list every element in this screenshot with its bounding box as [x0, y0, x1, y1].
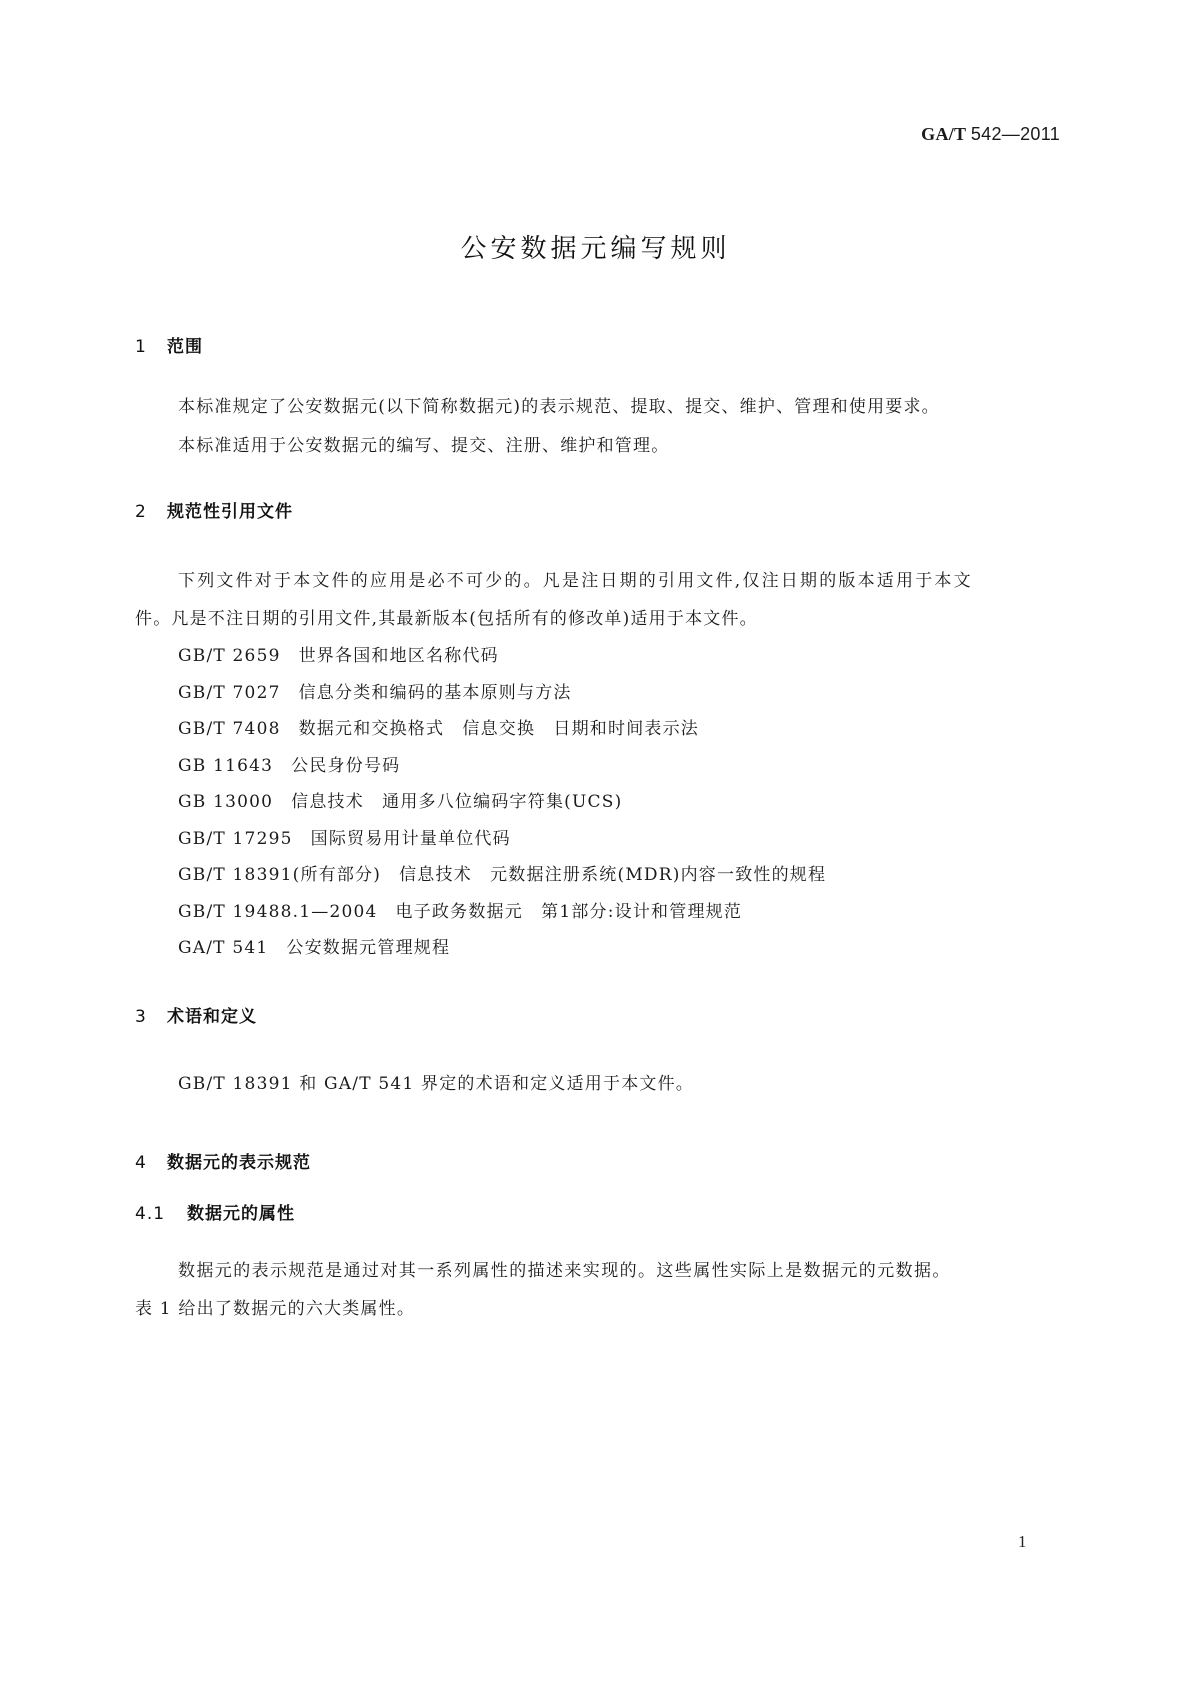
reference-code: GB/T 7408 [178, 719, 281, 739]
reference-title: 公民身份号码 [291, 756, 401, 776]
section-title: 规范性引用文件 [167, 502, 293, 522]
reference-title: 国际贸易用计量单位代码 [310, 829, 511, 849]
paragraph: 表 1 给出了数据元的六大类属性。 [135, 1299, 416, 1319]
reference-title: 数据元和交换格式 信息交换 日期和时间表示法 [298, 719, 700, 739]
reference-code: GB/T 17295 [178, 829, 293, 849]
section-number: 2 [135, 502, 147, 522]
section-heading-4-1 [135, 1199, 295, 1224]
reference-item [178, 787, 622, 812]
section-title: 数据元的属性 [187, 1204, 295, 1224]
reference-title: 世界各国和地区名称代码 [298, 646, 499, 666]
section-number: 4.1 [135, 1204, 166, 1224]
document-title: 公安数据元编写规则 [460, 234, 731, 264]
section-number: 4 [135, 1153, 147, 1173]
reference-title: 信息技术 通用多八位编码字符集(UCS) [291, 792, 623, 812]
reference-code: GB/T 2659 [178, 646, 281, 666]
section-heading-1 [135, 332, 203, 357]
section-title: 数据元的表示规范 [167, 1153, 311, 1173]
paragraph: 本标准适用于公安数据元的编写、提交、注册、维护和管理。 [178, 436, 670, 456]
reference-title: 信息技术 元数据注册系统(MDR)内容一致性的规程 [399, 865, 827, 885]
standard-code-prefix: GA/T [921, 124, 967, 144]
paragraph: 本标准规定了公安数据元(以下简称数据元)的表示规范、提取、提交、维护、管理和使用要求。 [178, 397, 940, 417]
reference-item [178, 714, 699, 739]
reference-title: 信息分类和编码的基本原则与方法 [298, 683, 572, 703]
section-heading-4 [135, 1148, 311, 1173]
reference-item [178, 678, 572, 703]
section-heading-2 [135, 497, 293, 522]
section-heading-3 [135, 1002, 257, 1027]
reference-item [178, 641, 499, 666]
reference-code: GA/T 541 [178, 938, 269, 958]
reference-title: 电子政务数据元 第1部分:设计和管理规范 [395, 902, 743, 922]
page-number: 1 [1018, 1532, 1027, 1551]
reference-code: GB/T 7027 [178, 683, 281, 703]
paragraph: 下列文件对于本文件的应用是必不可少的。凡是注日期的引用文件,仅注日期的版本适用于本文 [178, 571, 973, 591]
section-number: 1 [135, 337, 147, 357]
paragraph: 件。凡是不注日期的引用文件,其最新版本(包括所有的修改单)适用于本文件。 [135, 609, 758, 629]
paragraph: 数据元的表示规范是通过对其一系列属性的描述来实现的。这些属性实际上是数据元的元数据。 [178, 1261, 951, 1281]
reference-item [178, 824, 511, 849]
reference-code: GB 13000 [178, 792, 274, 812]
reference-item [178, 751, 400, 776]
standard-code [921, 124, 1060, 145]
reference-code: GB/T 18391(所有部分) [178, 865, 382, 885]
reference-code: GB/T 19488.1—2004 [178, 902, 378, 922]
section-title: 术语和定义 [167, 1007, 257, 1027]
reference-code: GB 11643 [178, 756, 274, 776]
standard-code-number: 542—2011 [970, 124, 1060, 144]
reference-item [178, 897, 742, 922]
reference-title: 公安数据元管理规程 [286, 938, 451, 958]
reference-item [178, 860, 826, 885]
section-title: 范围 [167, 337, 203, 357]
paragraph: GB/T 18391 和 GA/T 541 界定的术语和定义适用于本文件。 [178, 1074, 695, 1094]
reference-item [178, 933, 450, 958]
section-number: 3 [135, 1007, 147, 1027]
